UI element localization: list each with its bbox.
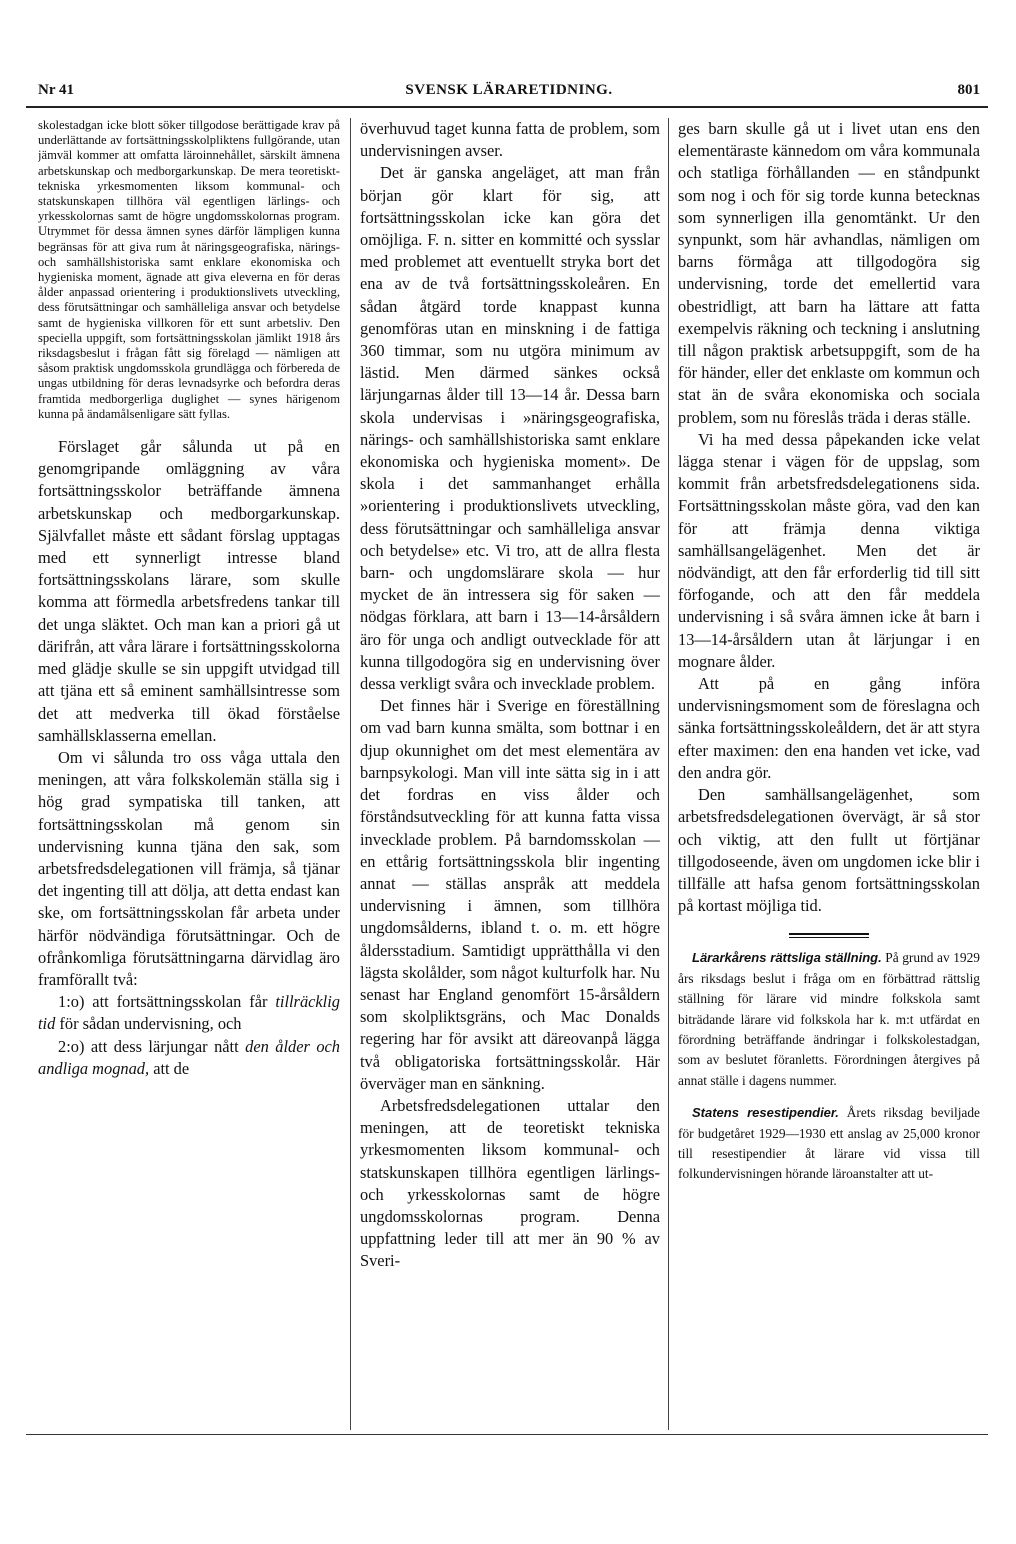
- news-note-heading: Lärarkårens rättsliga ställning.: [692, 950, 882, 966]
- column-1: [38, 118, 340, 1428]
- column-divider-1: [350, 118, 351, 1430]
- column-divider-2: [668, 118, 669, 1430]
- issue-number: Nr 41: [38, 82, 74, 98]
- article-paragraph: 1:o) att fortsättningsskolan får tillräcklig tid för sådan undervisning, och: [38, 992, 340, 1034]
- article-paragraph: Den samhällsangelägenhet, som arbetsfredsdelegationen övervägt, är så stor och viktig, att den fullt ut förtjänar tillgodoseende, även om ungdomen icke blir i tillfälle att hafsa genom fortsättningsskolan på kortast möjliga tid.: [678, 785, 980, 916]
- article-paragraph: Det är ganska angeläget, att man från början gör klart för sig, att fortsättningsskolan icke kan göra det omöjliga. F. n. sitter en kommitté och sysslar med problemet att eventuellt stryka bort det ena av de två fortsättningsskoleåren. En sådan åtgärd torde knappast kunna genomföras utan en minskning i de fattiga 360 timmar, som nu utgöra minimum av lästid. Men därmed sänkes också lärjungarnas ålder till 13—14 år. Dessa barn skola undervisas i »näringsgeografiska, närings- och samhällshistoriska samt enklare ekonomiska och hygieniska moment». De skola i det sammanhanget erhålla »orientering i produktionslivets utveckling, dess förutsättningar och samhälleliga ansvar och betydelse» etc. Vi tro, att de allra flesta barn- och ungdomslärare skola — hur mycket de än intressera sig för saken — nödgas förklara, att barn i 13—14-årsåldern äro för unga och andligt outvecklade för att kunna tillgodogöra sig en undervisning över dessa verkligt svåra och invecklade problem.: [360, 163, 660, 694]
- page-header: [38, 82, 980, 108]
- publication-title: SVENSK LÄRARETIDNING.: [405, 82, 613, 98]
- footer-rule: [26, 1434, 988, 1435]
- article-paragraph: 2:o) att dess lärjungar nått den ålder och andliga mognad, att de: [38, 1036, 340, 1078]
- article-paragraph: Vi ha med dessa påpekanden icke velat lägga stenar i vägen för de uppslag, som kommit från arbetsfredsdelegationens sida. Fortsättningsskolan måste göra, vad den kan för att främja denna viktiga samhällsangelägenhet. Men det är nödvändigt, att den får erforderlig tid till sitt förfogande, och att den får meddela undervisning i så svåra ämnen icke åt barn i 13—14-årsåldern utan åt lärjungar i en mognare ålder.: [678, 429, 980, 671]
- article-paragraph: överhuvud taget kunna fatta de problem, som undervisningen avser.: [360, 119, 660, 161]
- article-paragraph: Det finnes här i Sverige en föreställning om vad barn kunna smälta, som bottnar i en djup okunnighet om det mest elementära av barnpsykologi. Man vill inte sätta sig in i att det fordras en viss ålder och förståndsutveckling för att kunna fatta vissa invecklade problem. På barndomsskolan — en ettårig fortsättningsskola blir ingenting annat — ställas anspråk att meddela undervisning i ämnen, som tillhöra ungdomsålderns, ibland t. o. m. ett högre åldersstadium. Samtidigt upprätthålla vi den lägsta skolålder, som något kulturfolk har. Nu senast har England genomfört 15-årsåldern som skolpliktsgräns, och Mac Donalds regering har för avsikt att däreovanpå lägga två obligatoriska fortsättningsskolår. Här överväger man en sänkning.: [360, 696, 660, 1093]
- article-paragraph: Förslaget går sålunda ut på en genomgripande omläggning av våra fortsättningsskolor beträffande ämnena arbetskunskap och medborgarkunskap. Självfallet måste ett sådant förslag upptagas med ett synnerligt intresse bland fortsättningsskolans lärare, som skulle komma att förmedla arbetsfredens tankar till det unga släktet. Och man kan a priori gå ut därifrån, att våra lärare i fortsättningsskolorna med glädje skulle se sin uppgift utvidgad till att tjäna ett så eminent samhällsintresse som det att medverka till ökad förståelse samhällsklasserna emellan.: [38, 437, 340, 745]
- article-paragraph: Att på en gång införa undervisningsmoment som de föreslagna och sänka fortsättningsskoleåldern, det är att styra efter maximen: den ena handen vet icke, vad den andra gör.: [678, 674, 980, 782]
- header-rule: [26, 106, 988, 108]
- article-paragraph: ges barn skulle gå ut i livet utan ens den elementäraste kännedom om våra kommunala och statliga förhållanden — en ståndpunkt som nog i och för sig torde kunna betecknas som synnerligen illa genomtänkt. Ur den synpunkt, som här avhandlas, nämligen om barns förmåga att tillgodogöra sig undervisning, torde det emellertid vara obestridligt, att barn ha lättare att fatta exempelvis räkning och teckning i anslutning till någon praktisk arbetsuppgift, som de ha för händer, eller det enklaste om kommun och stat än de svåra ekonomiska och sociala problem, som nu föreslås träda i deras ställe.: [678, 119, 980, 427]
- article-paragraph: Arbetsfredsdelegationen uttalar den meningen, att de teoretiskt tekniska yrkesmomenten liksom kommunal- och statskunskapen tillhöra egentligen lärlings- och yrkesskolornas samt de högre ungdomsskolornas program. Denna uppfattning leder till att mer än 90 % av Sveri-: [360, 1095, 660, 1271]
- column-3: [678, 118, 980, 1428]
- article-paragraph: Om vi sålunda tro oss våga uttala den meningen, att våra folkskolemän ställa sig i hög grad sympatiska till tanken, att fortsättningsskolan må genom sin undervisning kunna tjäna den sak, som arbetsfredsdelegationen vill främja, så tjänar det ingenting till att dölja, att detta endast kan ske, om fortsättningsskolan får arbeta under härför nödvändiga förutsättningar. Och de ofrånkomliga förutsättningarna därvidlag äro framförallt två:: [38, 747, 340, 989]
- article-lead-paragraph: skolestadgan icke blott söker tillgodose berättigade krav på underlättande av fortsättningsskolpliktens fullgörande, utan jämväl kommer att omfatta läroinnehållet, särskilt ämnena arbetskunskap och medborgarkunskap. De mera teoretiskt-tekniska yrkesmomenten liksom kommunal- och statskunskapen tillhöra väl egentligen lärlings- och yrkesskolornas samt de högre ungdomsskolornas program. Utrymmet för dessa ämnen synes därför lämpligen kunna begränsas för att giva rum åt näringsgeografiska, närings- och samhällshistoriska samt enklare ekonomiska och hygieniska moment, ägnade att giva eleverna en för deras ålder anpassad orientering i produktionslivets utveckling, dess förutsättningar och samhälleliga ansvar och betydelse samt de hygieniska villkoren för ett sunt arbetsliv. Den speciella uppgift, som fortsättningsskolan jämlikt 1918 års riksdagsbeslut i frågan fått sig förelagd — nämligen att såsom praktisk ungdomsskola grundlägga och förbereda de ungas utbildning för deras levnadsyrke och befordra deras framtida medborgerliga duglighet — synes härigenom kunna på ändamålsenligare sätt fyllas.: [38, 118, 340, 421]
- news-note: Statens resestipendier. Årets riksdag beviljade för budgetåret 1929—1930 ett anslag av 25,000 kronor till resestipendier åt lärare vid vissa till folkundervisningen hörande läroanstalter att ut-: [678, 1105, 980, 1182]
- column-2: [360, 118, 660, 1428]
- news-note-heading: Statens resestipendier.: [692, 1105, 839, 1121]
- section-divider-ornament: [789, 933, 869, 938]
- news-note: Lärarkårens rättsliga ställning. På grund av 1929 års riksdags beslut i fråga om en förbättrad rättslig ställning för lärare vid mindre folkskola samt biträdande lärare vid folkskola har k. m:t utfärdat en förordning beträffande ändringar i folkskolestadgan, som av beslutet föranletts. Förordningen återgives på annat ställe i dagens nummer.: [678, 950, 980, 1088]
- page-number: 801: [957, 82, 980, 98]
